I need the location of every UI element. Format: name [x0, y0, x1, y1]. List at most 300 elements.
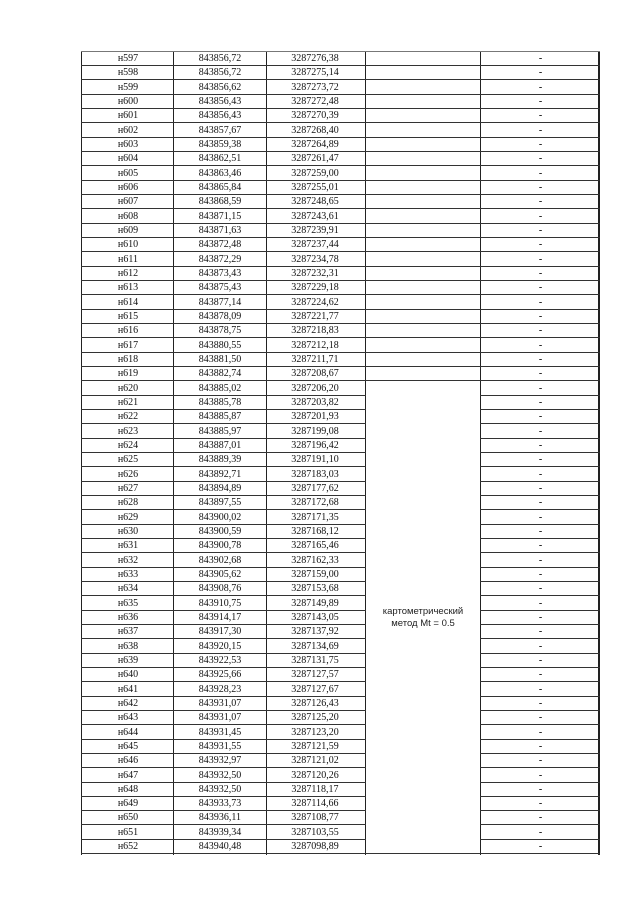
point-name: н641 — [117, 684, 139, 695]
point-name: н643 — [117, 712, 139, 723]
table-row — [81, 711, 600, 725]
point-name: н651 — [117, 827, 139, 838]
coord-x: 843881,50 — [198, 354, 242, 365]
point-name: н611 — [118, 254, 138, 265]
table-row — [81, 138, 600, 152]
point-name: н626 — [117, 469, 139, 480]
coord-y: 3287261,47 — [291, 153, 339, 164]
row-divider — [480, 538, 600, 539]
point-name: н609 — [117, 225, 139, 236]
table-row — [81, 539, 600, 553]
accuracy-value: - — [538, 254, 543, 265]
point-name: н608 — [117, 211, 139, 222]
row-divider — [81, 653, 366, 654]
coord-y: 3287134,69 — [291, 641, 339, 652]
point-name: н646 — [117, 755, 139, 766]
table-row — [81, 683, 600, 697]
coord-y: 3287275,14 — [291, 67, 339, 78]
coord-x: 843936,11 — [198, 812, 242, 823]
accuracy-value: - — [538, 784, 543, 795]
coord-x: 843920,15 — [198, 641, 242, 652]
coord-y: 3287183,03 — [291, 469, 339, 480]
coord-x: 843871,15 — [198, 211, 242, 222]
coord-y: 3287237,44 — [291, 239, 339, 250]
row-divider — [81, 366, 600, 367]
table-row — [81, 95, 600, 109]
row-divider — [81, 595, 366, 596]
row-divider — [81, 538, 366, 539]
accuracy-value: - — [538, 684, 543, 695]
coord-x: 843900,78 — [198, 540, 242, 551]
coord-y: 3287201,93 — [291, 411, 339, 422]
row-divider — [81, 667, 366, 668]
table-row — [81, 468, 600, 482]
table-row — [81, 296, 600, 310]
point-name: н610 — [117, 239, 139, 250]
accuracy-value: - — [538, 770, 543, 781]
table-row — [81, 511, 600, 525]
method-text-line1: картометрический — [382, 606, 464, 617]
row-divider — [81, 280, 600, 281]
coord-x: 843900,59 — [198, 526, 242, 537]
coord-y: 3287224,62 — [291, 297, 339, 308]
method-text-line2: метод Mt = 0.5 — [391, 618, 455, 629]
point-name: н617 — [117, 340, 139, 351]
row-divider — [480, 767, 600, 768]
accuracy-value: - — [538, 827, 543, 838]
table-row — [81, 52, 600, 66]
accuracy-value: - — [538, 282, 543, 293]
point-name: н607 — [117, 196, 139, 207]
point-name: н628 — [117, 497, 139, 508]
coord-y: 3287206,20 — [291, 383, 339, 394]
table-row — [81, 754, 600, 768]
point-name: н652 — [117, 841, 139, 852]
point-name: н633 — [117, 569, 139, 580]
point-name: н648 — [117, 784, 139, 795]
coord-x: 843859,38 — [198, 139, 242, 150]
table-row — [81, 640, 600, 654]
row-divider — [81, 839, 366, 840]
coord-x: 843882,74 — [198, 368, 242, 379]
row-divider — [480, 567, 600, 568]
coord-y: 3287273,72 — [291, 82, 339, 93]
method-cell — [366, 606, 480, 630]
point-name: н629 — [117, 512, 139, 523]
table-row — [81, 425, 600, 439]
accuracy-value: - — [538, 110, 543, 121]
coord-y: 3287234,78 — [291, 254, 339, 265]
coord-y: 3287098,89 — [291, 841, 339, 852]
coord-y: 3287131,75 — [291, 655, 339, 666]
point-name: н625 — [117, 454, 139, 465]
table-row — [81, 726, 600, 740]
coord-y: 3287120,26 — [291, 770, 339, 781]
point-name: н601 — [117, 110, 139, 121]
coordinates-table — [81, 52, 600, 855]
accuracy-value: - — [538, 741, 543, 752]
row-divider — [81, 810, 366, 811]
row-divider — [81, 581, 366, 582]
table-row — [81, 482, 600, 496]
row-divider — [81, 824, 366, 825]
coord-x: 843878,09 — [198, 311, 242, 322]
point-name: н640 — [117, 669, 139, 680]
accuracy-value: - — [538, 812, 543, 823]
accuracy-value: - — [538, 512, 543, 523]
accuracy-value: - — [538, 411, 543, 422]
table-row — [81, 152, 600, 166]
point-name: н620 — [117, 383, 139, 394]
coord-y: 3287248,65 — [291, 196, 339, 207]
row-divider — [480, 581, 600, 582]
table-border-top — [81, 51, 600, 52]
row-divider — [480, 681, 600, 682]
table-row — [81, 396, 600, 410]
table-row — [81, 109, 600, 123]
coord-y: 3287114,66 — [291, 798, 339, 809]
coord-y: 3287259,00 — [291, 168, 339, 179]
row-divider — [480, 696, 600, 697]
accuracy-value: - — [538, 483, 543, 494]
row-divider — [81, 251, 600, 252]
point-name: н638 — [117, 641, 139, 652]
table-row — [81, 210, 600, 224]
coord-x: 843931,07 — [198, 698, 242, 709]
accuracy-value: - — [538, 354, 543, 365]
point-name: н650 — [117, 812, 139, 823]
table-row — [81, 769, 600, 783]
point-name: н639 — [117, 655, 139, 666]
coord-y: 3287168,12 — [291, 526, 339, 537]
coord-x: 843940,48 — [198, 841, 242, 852]
table-row — [81, 496, 600, 510]
row-divider — [81, 481, 366, 482]
point-name: н642 — [117, 698, 139, 709]
row-divider — [81, 337, 600, 338]
coord-y: 3287177,62 — [291, 483, 339, 494]
point-name: н622 — [117, 411, 139, 422]
row-divider — [480, 395, 600, 396]
coord-y: 3287143,05 — [291, 612, 339, 623]
table-row — [81, 382, 600, 396]
table-row — [81, 597, 600, 611]
coord-y: 3287137,92 — [291, 626, 339, 637]
coord-y: 3287218,83 — [291, 325, 339, 336]
coord-y: 3287171,35 — [291, 512, 339, 523]
coord-y: 3287162,33 — [291, 555, 339, 566]
row-divider — [81, 94, 600, 95]
table-row — [81, 167, 600, 181]
accuracy-value: - — [538, 368, 543, 379]
coord-x: 843875,43 — [198, 282, 242, 293]
accuracy-value: - — [538, 397, 543, 408]
row-divider — [81, 423, 366, 424]
accuracy-value: - — [538, 798, 543, 809]
coord-x: 843889,39 — [198, 454, 242, 465]
point-name: н624 — [117, 440, 139, 451]
accuracy-value: - — [538, 526, 543, 537]
point-name: н614 — [117, 297, 139, 308]
point-name: н618 — [117, 354, 139, 365]
coord-x: 843922,53 — [198, 655, 242, 666]
coord-x: 843863,46 — [198, 168, 242, 179]
row-divider — [81, 323, 600, 324]
accuracy-value: - — [538, 53, 543, 64]
coord-x: 843885,97 — [198, 426, 242, 437]
coord-x: 843880,55 — [198, 340, 242, 351]
point-name: н602 — [117, 125, 139, 136]
row-divider — [81, 853, 600, 854]
point-name: н612 — [117, 268, 139, 279]
point-name: н613 — [117, 282, 139, 293]
coord-x: 843928,23 — [198, 684, 242, 695]
coord-y: 3287208,67 — [291, 368, 339, 379]
coord-y: 3287103,55 — [291, 827, 339, 838]
point-name: н644 — [117, 727, 139, 738]
coord-y: 3287118,17 — [291, 784, 339, 795]
row-divider — [81, 767, 366, 768]
coord-y: 3287127,57 — [291, 669, 339, 680]
coord-x: 843914,17 — [198, 612, 242, 623]
accuracy-value: - — [538, 196, 543, 207]
row-divider — [81, 524, 366, 525]
point-name: н600 — [117, 96, 139, 107]
row-divider — [81, 696, 366, 697]
table-row — [81, 797, 600, 811]
row-divider — [81, 395, 366, 396]
table-row — [81, 525, 600, 539]
coord-x: 843878,75 — [198, 325, 242, 336]
row-divider — [81, 638, 366, 639]
coord-x: 843925,66 — [198, 669, 242, 680]
coord-x: 843932,50 — [198, 770, 242, 781]
coord-y: 3287126,43 — [291, 698, 339, 709]
row-divider — [81, 724, 366, 725]
accuracy-value: - — [538, 612, 543, 623]
row-divider — [480, 739, 600, 740]
coord-x: 843933,73 — [198, 798, 242, 809]
accuracy-value: - — [538, 669, 543, 680]
row-divider — [480, 524, 600, 525]
table-row — [81, 224, 600, 238]
row-divider — [81, 266, 600, 267]
point-name: н637 — [117, 626, 139, 637]
coord-y: 3287211,71 — [291, 354, 339, 365]
accuracy-value: - — [538, 555, 543, 566]
table-row — [81, 568, 600, 582]
row-divider — [81, 151, 600, 152]
point-name: н645 — [117, 741, 139, 752]
point-name: н603 — [117, 139, 139, 150]
row-divider — [81, 409, 366, 410]
row-divider — [81, 466, 366, 467]
coord-x: 843868,59 — [198, 196, 242, 207]
accuracy-value: - — [538, 569, 543, 580]
row-divider — [81, 380, 600, 381]
table-row — [81, 439, 600, 453]
table-row — [81, 625, 600, 639]
point-name: н634 — [117, 583, 139, 594]
row-divider — [81, 495, 366, 496]
row-divider — [81, 739, 366, 740]
row-divider — [480, 753, 600, 754]
accuracy-value: - — [538, 454, 543, 465]
accuracy-value: - — [538, 641, 543, 652]
row-divider — [480, 782, 600, 783]
point-name: н605 — [117, 168, 139, 179]
point-name: н615 — [117, 311, 139, 322]
coord-y: 3287125,20 — [291, 712, 339, 723]
point-name: н630 — [117, 526, 139, 537]
row-divider — [81, 79, 600, 80]
coord-x: 843894,89 — [198, 483, 242, 494]
coord-x: 843856,72 — [198, 53, 242, 64]
table-row — [81, 697, 600, 711]
coord-x: 843872,29 — [198, 254, 242, 265]
coord-x: 843931,45 — [198, 727, 242, 738]
accuracy-value: - — [538, 440, 543, 451]
coord-y: 3287108,77 — [291, 812, 339, 823]
table-row — [81, 181, 600, 195]
accuracy-value: - — [538, 340, 543, 351]
coord-y: 3287149,89 — [291, 598, 339, 609]
table-row — [81, 453, 600, 467]
row-divider — [480, 638, 600, 639]
coord-x: 843917,30 — [198, 626, 242, 637]
table-row — [81, 124, 600, 138]
point-name: н623 — [117, 426, 139, 437]
table-row — [81, 339, 600, 353]
accuracy-value: - — [538, 225, 543, 236]
row-divider — [81, 108, 600, 109]
coord-x: 843856,72 — [198, 67, 242, 78]
row-divider — [480, 595, 600, 596]
table-row — [81, 811, 600, 825]
accuracy-value: - — [538, 153, 543, 164]
point-name: н649 — [117, 798, 139, 809]
table-row — [81, 281, 600, 295]
table-row — [81, 267, 600, 281]
coord-x: 843885,02 — [198, 383, 242, 394]
row-divider — [81, 710, 366, 711]
coord-y: 3287276,38 — [291, 53, 339, 64]
table-row — [81, 668, 600, 682]
row-divider — [81, 452, 366, 453]
point-name: н598 — [117, 67, 139, 78]
coord-x: 843897,55 — [198, 497, 242, 508]
coord-y: 3287229,18 — [291, 282, 339, 293]
row-divider — [480, 653, 600, 654]
coord-y: 3287121,02 — [291, 755, 339, 766]
row-divider — [81, 294, 600, 295]
accuracy-value: - — [538, 727, 543, 738]
point-name: н632 — [117, 555, 139, 566]
table-row — [81, 324, 600, 338]
table-row — [81, 195, 600, 209]
accuracy-value: - — [538, 583, 543, 594]
row-divider — [81, 438, 366, 439]
row-divider — [81, 122, 600, 123]
coord-y: 3287212,18 — [291, 340, 339, 351]
accuracy-value: - — [538, 383, 543, 394]
coord-x: 843871,63 — [198, 225, 242, 236]
coord-x: 843932,97 — [198, 755, 242, 766]
row-divider — [480, 466, 600, 467]
row-divider — [81, 782, 366, 783]
row-divider — [480, 409, 600, 410]
point-name: н627 — [117, 483, 139, 494]
coord-y: 3287264,89 — [291, 139, 339, 150]
row-divider — [480, 724, 600, 725]
table-row — [81, 66, 600, 80]
row-divider — [81, 194, 600, 195]
accuracy-value: - — [538, 497, 543, 508]
row-divider — [81, 237, 600, 238]
accuracy-value: - — [538, 325, 543, 336]
coord-x: 843877,14 — [198, 297, 242, 308]
accuracy-value: - — [538, 182, 543, 193]
row-divider — [480, 810, 600, 811]
table-row — [81, 582, 600, 596]
table-row — [81, 840, 600, 854]
coord-x: 843856,62 — [198, 82, 242, 93]
row-divider — [480, 438, 600, 439]
point-name: н616 — [117, 325, 139, 336]
accuracy-value: - — [538, 469, 543, 480]
coord-y: 3287203,82 — [291, 397, 339, 408]
accuracy-value: - — [538, 698, 543, 709]
point-name: н621 — [117, 397, 139, 408]
accuracy-value: - — [538, 712, 543, 723]
accuracy-value: - — [538, 239, 543, 250]
row-divider — [81, 65, 600, 66]
row-divider — [480, 667, 600, 668]
accuracy-value: - — [538, 125, 543, 136]
accuracy-value: - — [538, 168, 543, 179]
accuracy-value: - — [538, 96, 543, 107]
coord-y: 3287270,39 — [291, 110, 339, 121]
coord-x: 843900,02 — [198, 512, 242, 523]
coord-x: 843910,75 — [198, 598, 242, 609]
row-divider — [480, 552, 600, 553]
accuracy-value: - — [538, 268, 543, 279]
row-divider — [480, 610, 600, 611]
table-row — [81, 353, 600, 367]
coord-x: 843939,34 — [198, 827, 242, 838]
table-row — [81, 310, 600, 324]
coord-x: 843856,43 — [198, 110, 242, 121]
table-row — [81, 611, 600, 625]
coord-y: 3287165,46 — [291, 540, 339, 551]
accuracy-value: - — [538, 755, 543, 766]
accuracy-value: - — [538, 426, 543, 437]
coord-x: 843872,48 — [198, 239, 242, 250]
row-divider — [81, 223, 600, 224]
table-row — [81, 410, 600, 424]
row-divider — [81, 180, 600, 181]
accuracy-value: - — [538, 67, 543, 78]
accuracy-value: - — [538, 540, 543, 551]
row-divider — [81, 753, 366, 754]
coord-y: 3287159,00 — [291, 569, 339, 580]
row-divider — [81, 208, 600, 209]
accuracy-value: - — [538, 297, 543, 308]
row-divider — [81, 137, 600, 138]
coord-y: 3287196,42 — [291, 440, 339, 451]
row-divider — [480, 452, 600, 453]
row-divider — [81, 796, 366, 797]
